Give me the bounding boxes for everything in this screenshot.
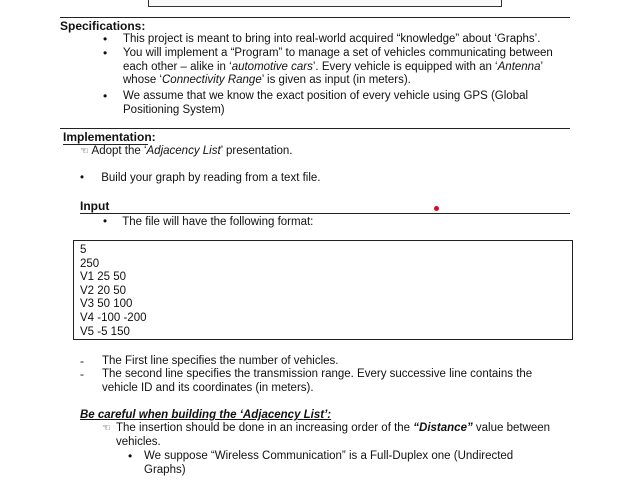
wireless-item: • We suppose “Wireless Communication” is a Full-Duplex one (Undirected Graphs) [128, 449, 514, 476]
spec-item-3: • We assume that we know the exact position of every vehicle using GPS (Global Positioning System) [103, 89, 529, 116]
adopt-item: ☜ Adopt the ‘Adjacency List’ presentation. [80, 145, 293, 157]
format-note-item: • The file will have the following format: [103, 216, 314, 228]
bullet-icon: • [103, 46, 108, 60]
spec-item-2: • You will implement a “Program” to manage a set of vehicles communicating between each other – alike in ‘automotive cars’. Every vehicle is equipped with an ‘Antenna’ whose ‘Connectivity Range’ is given as input (in meters). [103, 46, 553, 86]
pointing-hand-icon: ☜ [102, 423, 111, 434]
dash-icon: - [80, 354, 84, 368]
insertion-item: ☜ The insertion should be done in an increasing order of the “Distance” value between vehicles. [102, 422, 551, 448]
impl-top-rule [60, 128, 570, 129]
file-line: V5 -5 150 [80, 325, 130, 338]
pointing-hand-icon: ☜ [80, 146, 89, 157]
file-line: 5 [80, 244, 87, 256]
file-line: V4 -100 -200 [80, 311, 147, 324]
bullet-icon: • [103, 216, 108, 228]
red-dot-marker [434, 206, 439, 211]
file-line: V1 25 50 [80, 271, 127, 284]
spec-item-1: • This project is meant to bring into real-world acquired “knowledge” about ‘Graphs’. [103, 32, 541, 46]
page-top-frame [148, 0, 502, 7]
file-line: 250 [80, 257, 100, 270]
bullet-icon: • [103, 32, 108, 46]
bullet-icon: • [103, 89, 108, 103]
specifications-heading: Specifications: [60, 19, 146, 33]
careful-heading: Be careful when building the ‘Adjacency List’: [80, 409, 332, 421]
input-heading: Input [80, 199, 110, 213]
build-item: • Build your graph by reading from a text file. [80, 172, 321, 184]
spec-top-rule [60, 17, 570, 18]
input-rule [80, 213, 570, 214]
bullet-icon: • [80, 172, 85, 184]
bullet-icon: • [128, 449, 133, 463]
file-format-box [73, 240, 573, 340]
note-item-2: - The second line specifies the transmission range. Every successive line contains the vehicle ID and its coordinates (in meters). [80, 367, 533, 394]
dash-icon: - [80, 367, 84, 381]
implementation-heading: Implementation: [63, 130, 156, 144]
file-line: V2 20 50 [80, 284, 127, 297]
note-item-1: - The First line specifies the number of vehicles. [80, 354, 339, 368]
file-line: V3 50 100 [80, 298, 133, 311]
